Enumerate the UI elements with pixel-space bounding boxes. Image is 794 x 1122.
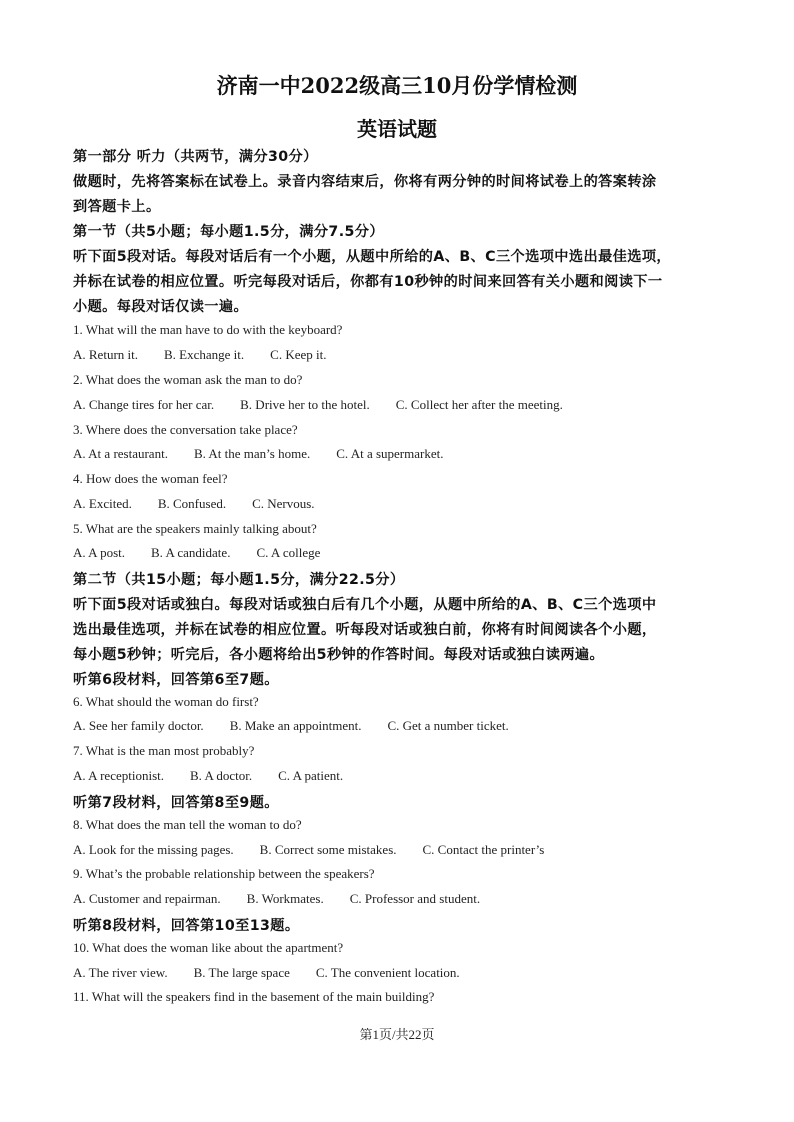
part1-heading: 第一部分 听力（共两节，满分30分）	[73, 149, 318, 165]
question-1: 1. What will the man have to do with the keyboard?	[73, 322, 343, 337]
option-c: C. Nervous.	[252, 496, 315, 511]
option-a: A. At a restaurant.	[73, 446, 168, 461]
option-b: B. Exchange it.	[164, 347, 245, 362]
instruction-line: 小题。每段对话仅读一遍。	[73, 299, 249, 315]
option-a: A. Return it.	[73, 347, 138, 362]
material-6-heading: 听第6段材料，回答第6至7题。	[73, 672, 279, 688]
option-c: C. Get a number ticket.	[387, 718, 509, 733]
section1-heading: 第一节（共5小题；每小题1.5分，满分7.5分）	[73, 224, 384, 240]
question-6: 6. What should the woman do first?	[73, 694, 259, 709]
option-a: A. The river view.	[73, 965, 168, 980]
instruction-line: 听下面5段对话或独白。每段对话或独白后有几个小题，从题中所给的A、B、C三个选项中	[73, 597, 657, 613]
question-8-options	[73, 842, 570, 858]
question-10: 10. What does the woman like about the apartment?	[73, 940, 344, 955]
question-4-options	[73, 496, 341, 512]
option-a: A. A receptionist.	[73, 768, 164, 783]
instruction-line: 每小题5秒钟；听完后，各小题将给出5秒钟的作答时间。每段对话或独白读两遍。	[73, 647, 605, 663]
option-b: B. The large space	[193, 965, 290, 980]
question-10-options	[73, 965, 486, 981]
option-c: C. A college	[256, 545, 321, 560]
question-3: 3. Where does the conversation take place?	[73, 422, 298, 437]
option-b: B. Make an appointment.	[229, 718, 362, 733]
option-c: C. At a supermarket.	[336, 446, 444, 461]
option-a: A. Look for the missing pages.	[73, 842, 234, 857]
option-a: A. Change tires for her car.	[73, 397, 215, 412]
option-b: B. A candidate.	[151, 545, 231, 560]
question-2: 2. What does the woman ask the man to do?	[73, 372, 303, 387]
exam-subtitle: 英语试题	[357, 117, 437, 141]
instruction-line: 并标在试卷的相应位置。听完每段对话后，你都有10秒钟的时间来回答有关小题和阅读下一	[73, 274, 663, 290]
question-8: 8. What does the man tell the woman to do?	[73, 817, 302, 832]
option-b: B. Drive her to the hotel.	[240, 397, 370, 412]
question-7-options	[73, 768, 369, 784]
option-c: C. The convenient location.	[315, 965, 460, 980]
material-7-heading: 听第7段材料，回答第8至9题。	[73, 795, 279, 811]
question-3-options	[73, 446, 469, 462]
question-9-options	[73, 891, 506, 907]
question-7: 7. What is the man most probably?	[73, 743, 255, 758]
option-a: A. Excited.	[73, 496, 132, 511]
option-b: B. At the man’s home.	[193, 446, 311, 461]
section2-heading: 第二节（共15小题；每小题1.5分，满分22.5分）	[73, 572, 405, 588]
question-9: 9. What’s the probable relationship between the speakers?	[73, 866, 375, 881]
page-number: 第1页/共22页	[359, 1027, 435, 1042]
question-2-options	[73, 397, 589, 413]
option-b: B. Correct some mistakes.	[259, 842, 397, 857]
question-5-options	[73, 545, 346, 561]
exam-title: 济南一中2022级高三10月份学情检测	[216, 73, 578, 98]
option-a: A. Customer and repairman.	[73, 891, 221, 906]
question-5: 5. What are the speakers mainly talking about?	[73, 521, 317, 536]
instruction-line: 到答题卡上。	[73, 199, 161, 215]
option-b: B. Confused.	[157, 496, 227, 511]
option-c: C. Contact the printer’s	[422, 842, 545, 857]
instruction-line: 做题时，先将答案标在试卷上。录音内容结束后，你将有两分钟的时间将试卷上的答案转涂	[73, 174, 657, 190]
option-c: C. Collect her after the meeting.	[395, 397, 563, 412]
option-c: C. Professor and student.	[349, 891, 481, 906]
option-c: C. Keep it.	[270, 347, 327, 362]
option-c: C. A patient.	[278, 768, 344, 783]
instruction-line: 听下面5段对话。每段对话后有一个小题，从题中所给的A、B、C三个选项中选出最佳选项，	[73, 249, 672, 265]
material-8-heading: 听第8段材料，回答第10至13题。	[73, 918, 300, 934]
option-a: A. A post.	[73, 545, 126, 560]
option-a: A. See her family doctor.	[73, 718, 204, 733]
question-1-options	[73, 347, 352, 363]
question-6-options	[73, 718, 535, 734]
question-11: 11. What will the speakers find in the basement of the main building?	[73, 989, 435, 1004]
option-b: B. A doctor.	[190, 768, 253, 783]
question-4: 4. How does the woman feel?	[73, 471, 228, 486]
instruction-line: 选出最佳选项，并标在试卷的相应位置。听每段对话或独白前，你将有时间阅读各个小题，	[73, 622, 657, 638]
option-b: B. Workmates.	[246, 891, 324, 906]
